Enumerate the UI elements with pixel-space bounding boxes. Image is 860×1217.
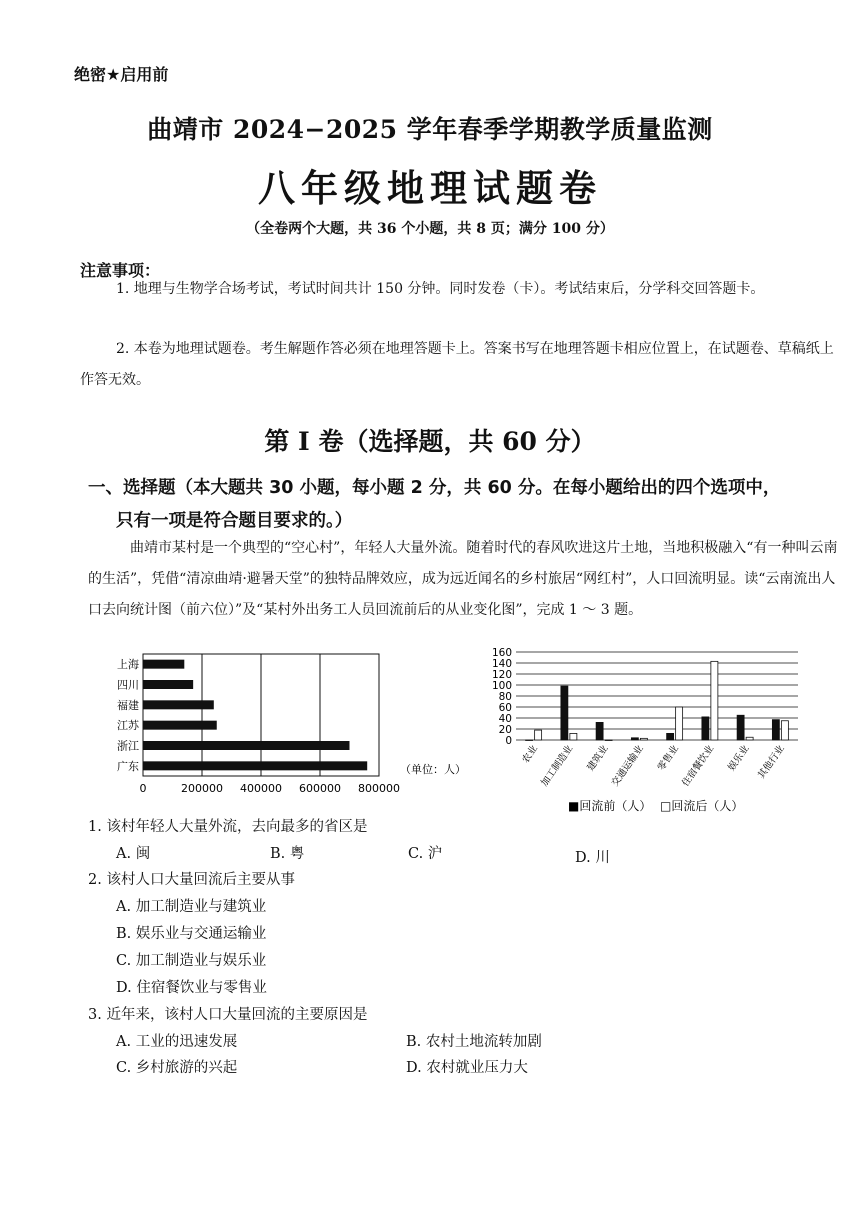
employment-bar-after [781,721,788,740]
employment-bar-after [711,661,718,740]
outflow-bar [143,660,184,669]
employment-y-tick: 40 [498,713,512,725]
outflow-bar-chart [80,648,470,808]
employment-bar-after [746,737,753,740]
outflow-bar [143,700,214,709]
outflow-category-label: 江苏 [117,719,139,733]
employment-y-tick: 100 [491,680,512,692]
paper-title: 八年级地理试题卷 [258,166,602,210]
outflow-category-label: 广东 [117,759,139,773]
employment-category-label: 建筑业 [585,743,611,774]
outflow-bar [143,761,367,770]
outflow-bar [143,741,350,750]
q2-option-d[interactable]: D. 住宿餐饮业与零售业 [116,980,267,996]
question-3-stem: 3. 近年来，该村人口大量回流的主要原因是 [88,1007,368,1023]
employment-bar-chart [480,644,820,819]
outflow-unit-label: （单位：人） [400,763,466,776]
employment-bar-before [772,720,779,740]
employment-bar-before [526,740,533,741]
employment-category-label: 住宿餐饮业 [680,743,717,789]
employment-category-label: 农业 [520,743,541,766]
employment-bar-before [737,715,744,740]
q3-option-b[interactable]: B. 农村土地流转加剧 [406,1034,542,1050]
section-title: 第 I 卷（选择题，共 60 分） [264,427,596,456]
employment-category-label: 娱乐业 [726,743,752,774]
instruction-line-2: 只有一项是符合题目要求的。） [116,511,353,531]
outflow-bar [143,680,193,689]
question-2-stem: 2. 该村人口大量回流后主要从事 [88,872,295,888]
employment-bar-before [702,717,709,740]
employment-y-tick: 140 [491,658,512,670]
employment-category-label: 其他行业 [756,743,787,781]
instruction-line-1: 一、选择题（本大题共 30 小题，每小题 2 分，共 60 分。在每小题给出的四个选项中， [88,478,781,498]
legend-after: □回流后（人） [660,799,744,813]
q3-option-d[interactable]: D. 农村就业压力大 [406,1060,528,1076]
employment-y-tick: 160 [491,647,512,659]
employment-bar-before [561,686,568,740]
employment-bar-after [676,707,683,740]
q2-option-b[interactable]: B. 娱乐业与交通运输业 [116,926,267,942]
outflow-category-label: 浙江 [117,739,139,753]
q1-option-d[interactable]: D. 川 [575,850,610,866]
q1-option-a[interactable]: A. 闽 [116,846,151,862]
employment-bar-after [570,733,577,740]
material-intro: 曲靖市某村是一个典型的“空心村”，年轻人大量外流。随着时代的春风吹进这片土地，当地积极融入“有一种叫云南的生活”，凭借“清凉曲靖·避暑天堂”的独特品牌效应，成为远近闻名的乡村旅居“网红村”，人口回流明显。读“云南流出人口去向统计图（前六位）”及“某村外出务工人员回流前后的从业变化图”，完成 1 ～ 3 题。 [88,540,838,618]
q3-option-a[interactable]: A. 工业的迅速发展 [116,1034,238,1050]
q2-option-a[interactable]: A. 加工制造业与建筑业 [116,899,267,915]
employment-category-label: 加工制造业 [539,743,576,789]
notice-item-2: 2. 本卷为地理试题卷。考生解题作答必须在地理答题卡上。答案书写在地理答题卡相应位置上，在试题卷、草稿纸上作答无效。 [80,341,834,388]
employment-bar-before [667,733,674,740]
employment-category-label: 零售业 [655,743,682,774]
employment-y-tick: 120 [491,669,512,681]
q2-option-c[interactable]: C. 加工制造业与娱乐业 [116,953,267,969]
question-1-stem: 1. 该村年轻人大量外流，去向最多的省区是 [88,819,368,835]
q1-option-c[interactable]: C. 沪 [408,846,443,862]
employment-y-tick: 60 [498,702,512,714]
outflow-category-label: 四川 [117,678,139,692]
employment-category-label: 交通运输业 [609,743,646,789]
q1-option-b[interactable]: B. 粤 [270,846,305,862]
q3-option-c[interactable]: C. 乡村旅游的兴起 [116,1060,238,1076]
section-instruction [88,472,848,538]
exam-title: 曲靖市 2024−2025 学年春季学期教学质量监测 [147,115,713,144]
outflow-category-label: 上海 [117,658,139,672]
paper-summary: （全卷两个大题，共 36 个小题，共 8 页；满分 100 分） [246,221,614,237]
legend-before: ■回流前（人） [568,799,652,813]
outflow-x-tick: 200000 [181,782,223,795]
notice-heading: 注意事项： [80,261,161,280]
outflow-category-label: 福建 [117,698,139,712]
secret-mark: 绝密★启用前 [74,65,169,84]
employment-bar-before [631,738,638,740]
employment-y-tick: 0 [505,735,512,747]
notice-item-1: 1. 地理与生物学合场考试，考试时间共计 150 分钟。同时发卷（卡）。考试结束后，分学科交回答题卡。 [116,281,765,297]
employment-bar-after [640,738,647,740]
employment-bar-after [605,740,612,741]
outflow-x-tick: 600000 [299,782,341,795]
employment-y-tick: 80 [498,691,512,703]
employment-bar-after [535,730,542,740]
outflow-x-tick: 800000 [358,782,400,795]
employment-y-tick: 20 [498,724,512,736]
outflow-x-tick: 400000 [240,782,282,795]
outflow-x-tick: 0 [139,782,147,795]
outflow-bar [143,721,217,730]
employment-bar-before [596,722,603,740]
